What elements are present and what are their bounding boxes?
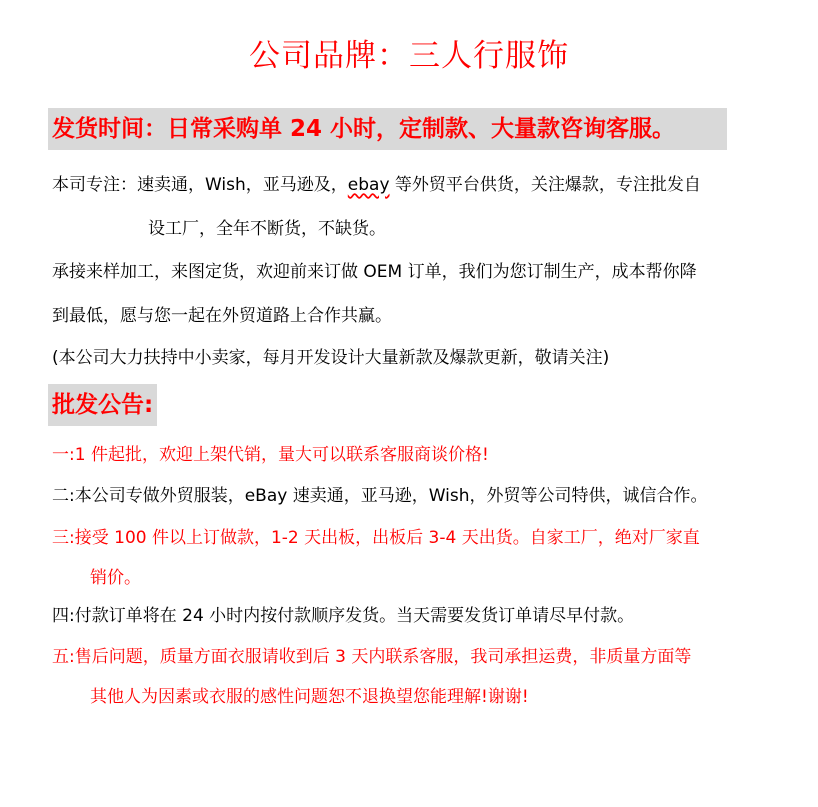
notice-3-line-2: 销价。: [90, 568, 141, 588]
intro-line-1: [52, 173, 701, 197]
shipping-banner: 发货时间：日常采购单 24 小时，定制款、大量款咨询客服。: [52, 116, 676, 142]
notice-5-line-1: 五:售后问题，质量方面衣服请收到后 3 天内联系客服，我司承担运费，非质量方面等: [52, 647, 692, 667]
intro-line-4: 到最低，愿与您一起在外贸道路上合作共赢。: [52, 306, 392, 326]
intro-line-2: 设工厂，全年不断货，不缺货。: [148, 219, 386, 239]
page-title: 公司品牌：三人行服饰: [249, 38, 569, 74]
intro-line-1-pre: 本司专注：速卖通，Wish，亚马逊及，: [52, 175, 348, 195]
intro-line-5: (本公司大力扶持中小卖家，每月开发设计大量新款及爆款更新，敬请关注): [52, 348, 610, 368]
notice-1: 一:1 件起批，欢迎上架代销，量大可以联系客服商谈价格!: [52, 445, 489, 465]
notice-3-line-1: 三:接受 100 件以上订做款，1-2 天出板，出板后 3-4 天出货。自家工厂，绝对厂家直: [52, 528, 700, 548]
intro-line-3: 承接来样加工，来图定货，欢迎前来订做 OEM 订单，我们为您订制生产，成本帮你降: [52, 262, 697, 282]
notice-2: 二:本公司专做外贸服装，eBay 速卖通，亚马逊，Wish，外贸等公司特供，诚信合作。: [52, 486, 708, 506]
notice-4: 四:付款订单将在 24 小时内按付款顺序发货。当天需要发货订单请尽早付款。: [52, 606, 635, 626]
ebay-word: ebay: [347, 175, 390, 195]
intro-line-1-post: 等外贸平台供货，关注爆款，专注批发自: [389, 175, 701, 195]
notice-5-line-2: 其他人为因素或衣服的感性问题恕不退换望您能理解!谢谢!: [90, 687, 529, 707]
wholesale-heading: 批发公告:: [48, 384, 157, 426]
